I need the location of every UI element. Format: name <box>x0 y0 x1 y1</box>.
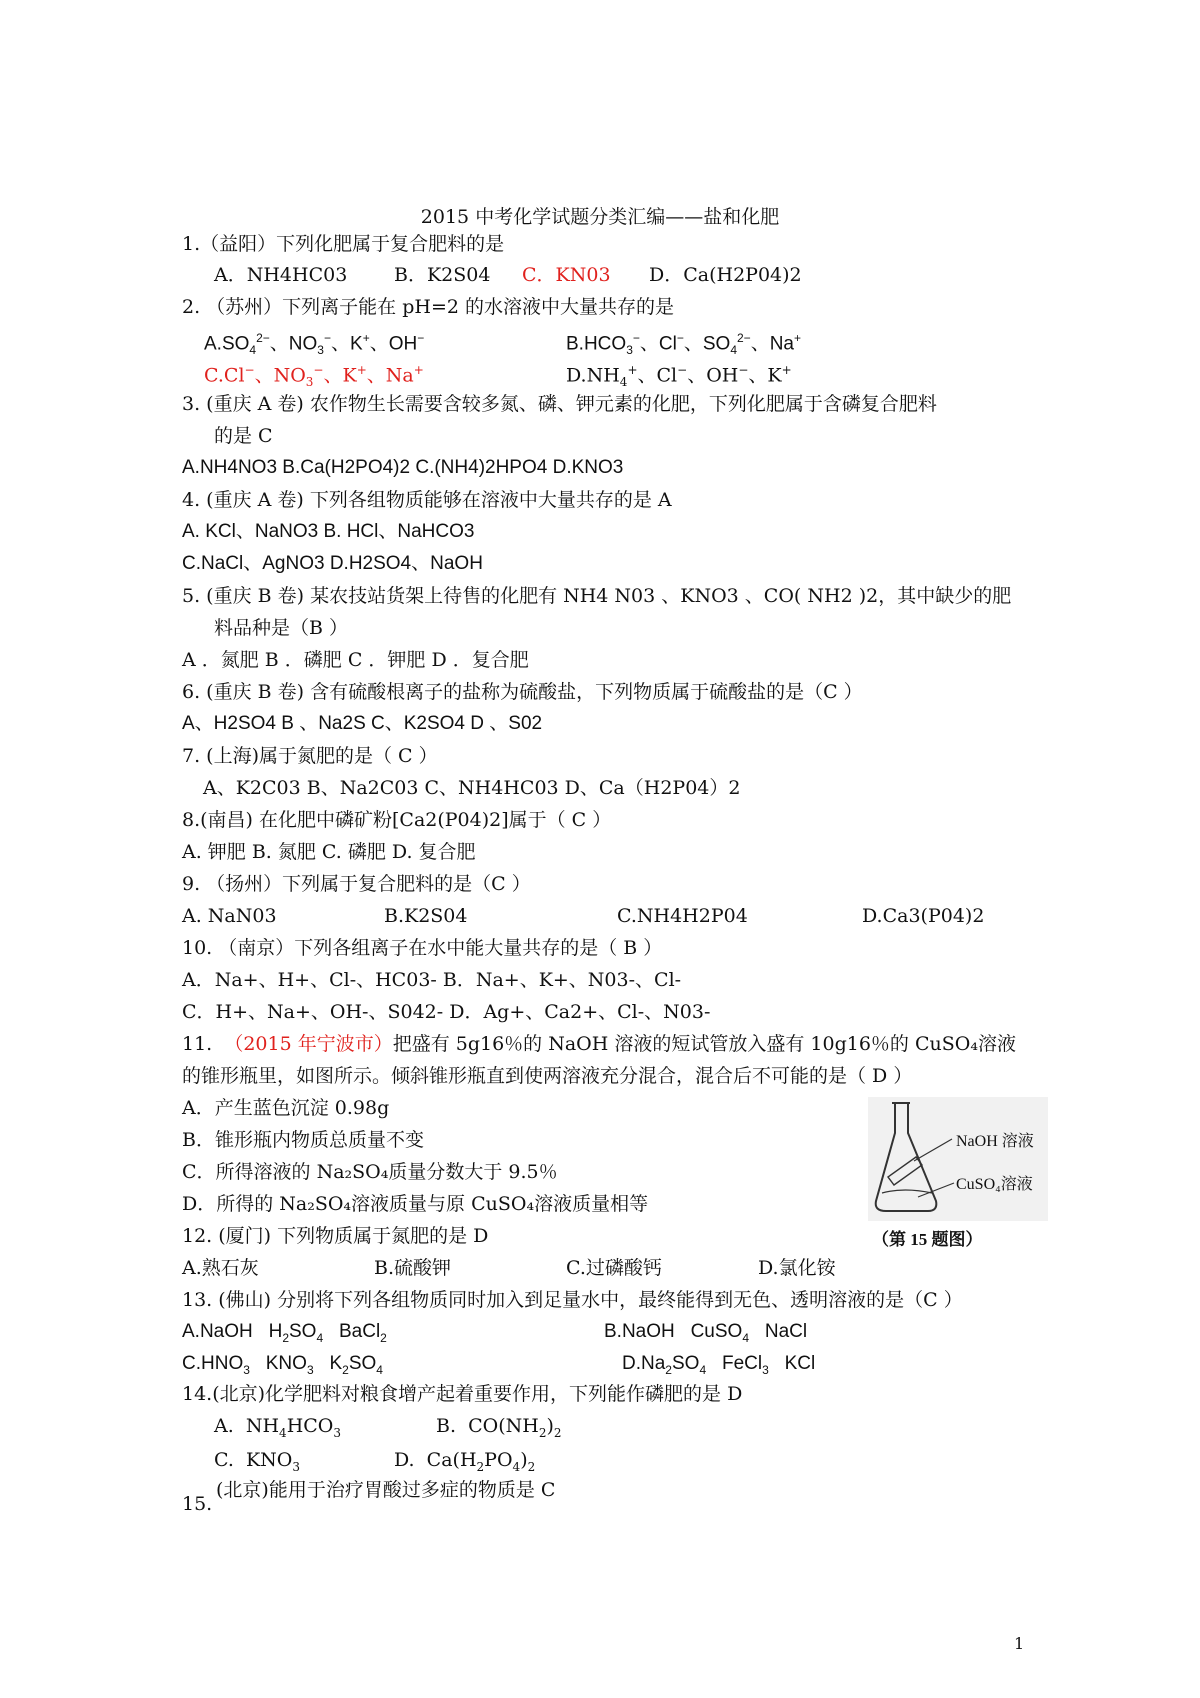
q9-stem: 9. （扬州）下列属于复合肥料的是（C ） <box>182 873 531 895</box>
q15-number: 15. <box>182 1493 213 1515</box>
q14-option-b: B. $CO(NH_2)_2$ <box>436 1415 562 1440</box>
q2-option-b: $B.HCO_3^-$、Cl−、$SO_4^{2-}$、Na+ <box>566 331 801 358</box>
q11-option-c: C．所得溶液的 Na₂SO₄质量分数大于 9.5％ <box>182 1161 558 1183</box>
q10-options-row2: C．H+、Na+、OH-、S042- D．Ag+、Ca2+、Cl-、N03- <box>182 1001 711 1023</box>
q3-options: A.NH4NO3 B.Ca(H2PO4)2 C.(NH4)2HPO4 D.KNO3 <box>182 457 624 478</box>
q12-option-b: B.硫酸钾 <box>374 1257 452 1279</box>
q4-options-row1: A. KCl、NaNO3 B. HCl、NaHCO3 <box>182 521 475 542</box>
q14-option-c: C. $KNO_3$ <box>214 1449 301 1474</box>
q11-stem-text: 把盛有 5g16％的 NaOH 溶液的短试管放入盛有 10g16％的 CuSO₄溶液 <box>392 1033 1016 1055</box>
q9-option-a: A. NaN03 <box>182 905 277 927</box>
q14-option-d: D. $Ca(H_2PO_4)_2$ <box>394 1449 536 1474</box>
q11-option-d: D．所得的 Na₂SO₄溶液质量与原 CuSO₄溶液质量相等 <box>182 1193 649 1215</box>
q7-options: A、K2C03 B、Na2C03 C、NH4HC03 D、Ca（H2P04）2 <box>203 777 741 799</box>
document-title: 2015 中考化学试题分类汇编——盐和化肥 <box>420 206 780 228</box>
q1-stem: 1.（益阳）下列化肥属于复合肥料的是 <box>182 233 505 255</box>
q1-option-a: A．NH4HC03 <box>214 264 348 286</box>
flask-caption: （第 15 题图） <box>872 1230 983 1249</box>
flask-label-cuso4: CuSO₄溶液 <box>956 1176 1033 1193</box>
q8-options: A. 钾肥 B. 氮肥 C. 磷肥 D. 复合肥 <box>182 841 476 863</box>
q11-option-b: B．锥形瓶内物质总质量不变 <box>182 1129 424 1151</box>
q14-option-a: A. $NH_4HCO_3$ <box>214 1415 342 1440</box>
q3-stem: 3. (重庆 A 卷) 农作物生长需要含较多氮、磷、钾元素的化肥，下列化肥属于含磷复合肥料 <box>182 393 937 415</box>
flask-figure <box>868 1097 1048 1249</box>
q13-option-d: $D.Na_2SO_4$ FeCl$_3$ KCl <box>622 1353 816 1377</box>
q6-stem: 6. (重庆 B 卷) 含有硫酸根离子的盐称为硫酸盐，下列物质属于硫酸盐的是（C ） <box>182 681 863 703</box>
q4-stem: 4. (重庆 A 卷) 下列各组物质能够在溶液中大量共存的是 A <box>182 489 672 511</box>
q7-stem: 7. (上海)属于氮肥的是（ C ） <box>182 745 438 767</box>
q2-option-c: C.Cl−、$NO_3^-$、K+、Na+ <box>204 363 424 390</box>
q10-options-row1: A．Na+、H+、Cl-、HC03- B．Na+、K+、N03-、Cl- <box>182 969 682 991</box>
q2-option-a: $A.SO_4^{2-}$、$NO_3^-$、K+、OH− <box>204 331 425 358</box>
flask-illustration <box>868 1097 1048 1249</box>
q10-stem: 10. （南京）下列各组离子在水中能大量共存的是（ B ） <box>182 937 663 959</box>
q12-option-d: D.氯化铵 <box>758 1257 836 1279</box>
q11-stem-cont: 的锥形瓶里，如图所示。倾斜锥形瓶直到使两溶液充分混合，混合后不可能的是（ D ） <box>182 1065 913 1087</box>
q4-options-row2: C.NaCl、AgNO3 D.H2SO4、NaOH <box>182 553 483 574</box>
flask-label-naoh: NaOH 溶液 <box>956 1133 1034 1150</box>
q9-option-d: D.Ca3(P04)2 <box>862 905 985 927</box>
q12-stem: 12. (厦门) 下列物质属于氮肥的是 D <box>182 1225 489 1247</box>
q1-option-b: B．K2S04 <box>394 264 491 286</box>
q13-option-c: $C.HNO_3$ $KNO_3$ $K_2SO_4$ <box>182 1353 383 1377</box>
q1-option-c: C．KN03 <box>522 264 611 286</box>
page-number: 1 <box>1014 1634 1025 1653</box>
q14-stem: 14.(北京)化学肥料对粮食增产起着重要作用，下列能作磷肥的是 D <box>182 1383 743 1405</box>
q5-stem: 5. (重庆 B 卷) 某农技站货架上待售的化肥有 NH4 N03 、KNO3 、CO( NH2 )2，其中缺少的肥 <box>182 585 1012 607</box>
q11-number: 11. <box>182 1033 213 1055</box>
q12-option-a: A.熟石灰 <box>182 1257 259 1279</box>
q12-option-c: C.过磷酸钙 <box>566 1257 662 1279</box>
q5-stem-cont: 料品种是（B ） <box>214 617 349 639</box>
q9-option-c: C.NH4H2P04 <box>617 905 748 927</box>
q11-source: （2015 年宁波市） <box>224 1033 393 1055</box>
q13-stem: 13. (佛山) 分别将下列各组物质同时加入到足量水中，最终能得到无色、透明溶液的是（C ） <box>182 1289 963 1311</box>
q2-stem: 2. （苏州）下列离子能在 pH=2 的水溶液中大量共存的是 <box>182 296 674 318</box>
q13-option-b: B.NaOH CuSO$_4$ NaCl <box>604 1321 808 1345</box>
q15-stem: (北京)能用于治疗胃酸过多症的物质是 C <box>216 1479 556 1501</box>
q6-options: A、H2SO4 B 、Na2S C、K2SO4 D 、S02 <box>182 713 543 734</box>
q11-stem <box>182 1032 1016 1056</box>
q9-option-b: B.K2S04 <box>384 905 468 927</box>
q1-option-d: D．Ca(H2P04)2 <box>649 264 802 286</box>
q8-stem: 8.(南昌) 在化肥中磷矿粉[Ca2(P04)2]属于（ C ） <box>182 809 612 831</box>
q11-option-a: A．产生蓝色沉淀 0.98g <box>182 1097 390 1119</box>
q5-options: A ．氮肥 B ．磷肥 C ．钾肥 D ．复合肥 <box>182 649 529 671</box>
q2-option-d: $D.NH_4^+$、Cl−、OH−、K+ <box>566 363 792 390</box>
q3-stem-cont: 的是 C <box>214 425 273 447</box>
q13-option-a: A.NaOH $H_2SO_4$ BaCl$_2$ <box>182 1321 387 1345</box>
